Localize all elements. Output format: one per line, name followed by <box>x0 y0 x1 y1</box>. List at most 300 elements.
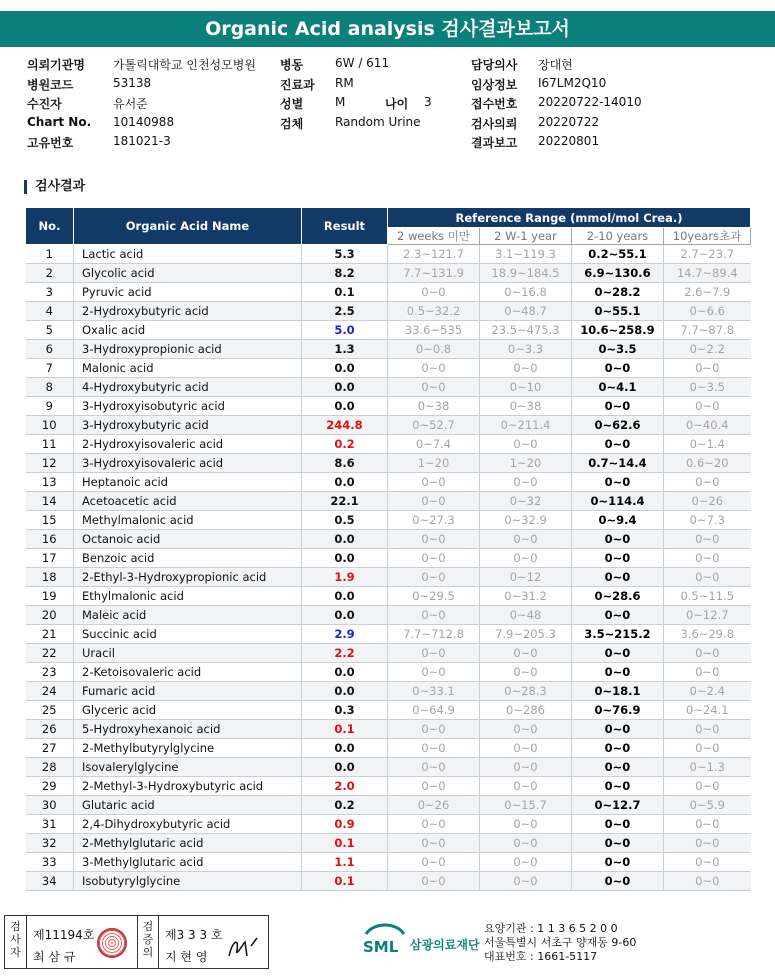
acid-name: 2-Hydroxyisovaleric acid <box>74 435 302 454</box>
range-2weeks: 0~0 <box>388 777 480 796</box>
range-10y-plus: 2.6~7.9 <box>664 283 751 302</box>
range-2weeks: 0~0 <box>388 568 480 587</box>
range-2weeks: 33.6~535 <box>388 321 480 340</box>
acid-name: Succinic acid <box>74 625 302 644</box>
range-2weeks: 0~0 <box>388 758 480 777</box>
result-value: 0.0 <box>302 606 388 625</box>
acid-name: Oxalic acid <box>74 321 302 340</box>
table-row <box>26 777 751 796</box>
specimen-label: 검체 <box>280 116 304 131</box>
range-2w-1y: 0~0 <box>480 739 572 758</box>
range-2w-1y: 0~48.7 <box>480 302 572 321</box>
range-2w-1y: 23.5~475.3 <box>480 321 572 340</box>
header-range-3: 2-10 years <box>572 228 664 245</box>
range-10y-plus: 0~0 <box>664 359 751 378</box>
report-date-value: 20220801 <box>538 134 600 149</box>
table-row <box>26 397 751 416</box>
range-2w-1y: 0~0 <box>480 435 572 454</box>
range-2w-1y: 0~15.7 <box>480 796 572 815</box>
range-2w-1y: 0~28.3 <box>480 682 572 701</box>
range-2w-1y: 0~0 <box>480 359 572 378</box>
range-10y-plus: 0.6~20 <box>664 454 751 473</box>
acid-name: Methylmalonic acid <box>74 511 302 530</box>
acid-name: 5-Hydroxyhexanoic acid <box>74 720 302 739</box>
table-row <box>26 739 751 758</box>
range-2w-1y: 0~0 <box>480 644 572 663</box>
acid-name: 3-Hydroxyisovaleric acid <box>74 454 302 473</box>
chart-no-value: 10140988 <box>113 114 175 129</box>
result-value: 0.0 <box>302 663 388 682</box>
lab-address: 서울특별시 서초구 양재동 9-60 <box>484 936 637 949</box>
row-no: 29 <box>26 777 74 796</box>
range-2weeks: 0~0 <box>388 872 480 891</box>
row-no: 17 <box>26 549 74 568</box>
clinical-value: I67LM2Q10 <box>538 75 607 90</box>
result-value: 2.5 <box>302 302 388 321</box>
range-2w-1y: 0~16.8 <box>480 283 572 302</box>
range-2-10y: 0~28.6 <box>572 587 664 606</box>
row-no: 12 <box>26 454 74 473</box>
acid-name: Glutaric acid <box>74 796 302 815</box>
range-2w-1y: 0~0 <box>480 777 572 796</box>
result-value: 0.2 <box>302 796 388 815</box>
result-value: 2.2 <box>302 644 388 663</box>
result-value: 0.0 <box>302 473 388 492</box>
dept-label: 진료과 <box>280 77 315 92</box>
table-row <box>26 340 751 359</box>
range-2-10y: 0~0 <box>572 606 664 625</box>
range-2w-1y: 0~38 <box>480 397 572 416</box>
range-10y-plus: 0~2.4 <box>664 682 751 701</box>
range-2-10y: 0~0 <box>572 435 664 454</box>
range-2weeks: 2.3~121.7 <box>388 245 480 264</box>
table-row <box>26 416 751 435</box>
examinee-label: 수진자 <box>27 97 62 112</box>
table-row <box>26 682 751 701</box>
range-2weeks: 0~64.9 <box>388 701 480 720</box>
range-2-10y: 0~0 <box>572 777 664 796</box>
range-2weeks: 0~0 <box>388 739 480 758</box>
row-no: 27 <box>26 739 74 758</box>
range-2-10y: 0~0 <box>572 644 664 663</box>
table-row <box>26 720 751 739</box>
range-2-10y: 0~0 <box>572 834 664 853</box>
acid-name: Uracil <box>74 644 302 663</box>
range-2weeks: 0~0 <box>388 644 480 663</box>
signature-box <box>4 915 269 969</box>
range-10y-plus: 0~0 <box>664 397 751 416</box>
range-2-10y: 0~0 <box>572 758 664 777</box>
result-value: 0.0 <box>302 530 388 549</box>
range-2-10y: 0~0 <box>572 663 664 682</box>
range-2w-1y: 0~32.9 <box>480 511 572 530</box>
examinee-value: 유서준 <box>113 97 148 112</box>
range-2w-1y: 0~0 <box>480 663 572 682</box>
range-2-10y: 0~0 <box>572 872 664 891</box>
acid-name: Acetoacetic acid <box>74 492 302 511</box>
result-value: 0.2 <box>302 435 388 454</box>
range-2-10y: 0~0 <box>572 549 664 568</box>
range-2weeks: 0~33.1 <box>388 682 480 701</box>
request-label: 검사의뢰 <box>471 116 518 131</box>
table-row <box>26 587 751 606</box>
range-2-10y: 0~9.4 <box>572 511 664 530</box>
table-row <box>26 853 751 872</box>
acid-name: 2-Hydroxybutyric acid <box>74 302 302 321</box>
result-value: 8.6 <box>302 454 388 473</box>
range-2weeks: 0~52.7 <box>388 416 480 435</box>
institution-label: 의뢰기관명 <box>27 58 85 72</box>
acid-name: Heptanoic acid <box>74 473 302 492</box>
range-2weeks: 0~0 <box>388 663 480 682</box>
row-no: 21 <box>26 625 74 644</box>
row-no: 8 <box>26 378 74 397</box>
range-2weeks: 0~0 <box>388 283 480 302</box>
uid-value: 181021-3 <box>113 134 171 149</box>
confirm-name: 지 현 영 <box>165 950 208 964</box>
result-value: 22.1 <box>302 492 388 511</box>
row-no: 26 <box>26 720 74 739</box>
header-name: Organic Acid Name <box>74 208 302 245</box>
range-2w-1y: 3.1~119.3 <box>480 245 572 264</box>
table-row <box>26 454 751 473</box>
range-10y-plus: 0~0 <box>664 815 751 834</box>
acid-name: Glyceric acid <box>74 701 302 720</box>
row-no: 2 <box>26 264 74 283</box>
result-value: 8.2 <box>302 264 388 283</box>
table-row <box>26 606 751 625</box>
result-value: 2.0 <box>302 777 388 796</box>
range-10y-plus: 0~6.6 <box>664 302 751 321</box>
row-no: 23 <box>26 663 74 682</box>
range-2-10y: 0~28.2 <box>572 283 664 302</box>
examiner-vertical-label: 검 사 자 <box>5 916 27 968</box>
sml-logo-icon <box>360 920 408 962</box>
range-2weeks: 0~38 <box>388 397 480 416</box>
result-value: 0.3 <box>302 701 388 720</box>
row-no: 20 <box>26 606 74 625</box>
report-date-label: 결과보고 <box>471 136 518 151</box>
acid-name: 3-Methylglutaric acid <box>74 853 302 872</box>
confirm-no: 제3 3 3 호 <box>165 928 223 942</box>
result-value: 0.5 <box>302 511 388 530</box>
result-value: 0.1 <box>302 834 388 853</box>
acid-name: 2-Methylglutaric acid <box>74 834 302 853</box>
acid-name: 2,4-Dihydroxybutyric acid <box>74 815 302 834</box>
acid-name: Isobutyrylglycine <box>74 872 302 891</box>
result-value: 0.0 <box>302 758 388 777</box>
acid-name: 2-Methyl-3-Hydroxybutyric acid <box>74 777 302 796</box>
range-2w-1y: 0~48 <box>480 606 572 625</box>
dept-value: RM <box>335 75 354 90</box>
row-no: 33 <box>26 853 74 872</box>
range-2weeks: 7.7~131.9 <box>388 264 480 283</box>
range-2w-1y: 0~0 <box>480 720 572 739</box>
acid-name: Pyruvic acid <box>74 283 302 302</box>
result-value: 0.1 <box>302 283 388 302</box>
range-10y-plus: 0~3.5 <box>664 378 751 397</box>
row-no: 10 <box>26 416 74 435</box>
range-10y-plus: 0~0 <box>664 663 751 682</box>
range-2weeks: 0~0 <box>388 530 480 549</box>
acid-name: Benzoic acid <box>74 549 302 568</box>
lab-code: 요양기관 : 1 1 3 6 5 2 0 0 <box>484 922 618 935</box>
row-no: 25 <box>26 701 74 720</box>
footer <box>0 912 775 980</box>
range-2w-1y: 0~12 <box>480 568 572 587</box>
table-row <box>26 758 751 777</box>
header-reference: Reference Range (mmol/mol Crea.) <box>388 208 751 228</box>
header-range-2: 2 W-1 year <box>480 228 572 245</box>
acid-name: Glycolic acid <box>74 264 302 283</box>
range-2-10y: 0~0 <box>572 739 664 758</box>
institution-value: 가톨릭대학교 인천성모병원 <box>113 58 256 72</box>
result-value: 1.3 <box>302 340 388 359</box>
row-no: 30 <box>26 796 74 815</box>
range-2weeks: 0~0 <box>388 720 480 739</box>
table-row <box>26 435 751 454</box>
range-2weeks: 1~20 <box>388 454 480 473</box>
seal-stamp-icon <box>97 928 127 958</box>
lab-phone: 대표번호 : 1661-5117 <box>484 950 598 963</box>
row-no: 32 <box>26 834 74 853</box>
range-10y-plus: 3.6~29.8 <box>664 625 751 644</box>
row-no: 1 <box>26 245 74 264</box>
signature-icon <box>225 934 261 962</box>
table-row <box>26 492 751 511</box>
range-2-10y: 10.6~258.9 <box>572 321 664 340</box>
acid-name: Fumaric acid <box>74 682 302 701</box>
age-label: 나이 <box>385 97 409 112</box>
hospital-code-value: 53138 <box>113 75 152 90</box>
range-2-10y: 0~0 <box>572 530 664 549</box>
table-row <box>26 568 751 587</box>
chart-no-label: Chart No. <box>27 114 92 129</box>
range-2-10y: 3.5~215.2 <box>572 625 664 644</box>
table-row <box>26 549 751 568</box>
range-10y-plus: 2.7~23.7 <box>664 245 751 264</box>
result-value: 0.0 <box>302 378 388 397</box>
range-10y-plus: 0~0 <box>664 777 751 796</box>
range-2w-1y: 0~0 <box>480 872 572 891</box>
acid-name: Lactic acid <box>74 245 302 264</box>
table-row <box>26 378 751 397</box>
row-no: 31 <box>26 815 74 834</box>
range-10y-plus: 0~0 <box>664 549 751 568</box>
svg-text:SML: SML <box>363 938 399 956</box>
range-2-10y: 0~62.6 <box>572 416 664 435</box>
result-value: 1.1 <box>302 853 388 872</box>
range-2weeks: 0~0 <box>388 853 480 872</box>
range-2-10y: 0~0 <box>572 853 664 872</box>
range-2-10y: 0~0 <box>572 815 664 834</box>
specimen-value: Random Urine <box>335 114 421 129</box>
range-10y-plus: 0~0 <box>664 530 751 549</box>
result-value: 1.9 <box>302 568 388 587</box>
clinical-label: 임상정보 <box>471 77 518 92</box>
range-2-10y: 6.9~130.6 <box>572 264 664 283</box>
range-10y-plus: 0~2.2 <box>664 340 751 359</box>
range-2-10y: 0~0 <box>572 473 664 492</box>
range-10y-plus: 0~24.1 <box>664 701 751 720</box>
row-no: 3 <box>26 283 74 302</box>
table-row <box>26 264 751 283</box>
range-10y-plus: 0.5~11.5 <box>664 587 751 606</box>
result-value: 5.3 <box>302 245 388 264</box>
org-name: 삼광의료재단 <box>410 938 480 952</box>
row-no: 7 <box>26 359 74 378</box>
acid-name: 2-Ketoisovaleric acid <box>74 663 302 682</box>
section-title: 검사결과 <box>24 180 85 194</box>
range-10y-plus: 0~0 <box>664 834 751 853</box>
result-value: 0.0 <box>302 549 388 568</box>
table-row <box>26 359 751 378</box>
range-2weeks: 0.5~32.2 <box>388 302 480 321</box>
range-10y-plus: 0~5.9 <box>664 796 751 815</box>
range-2weeks: 0~27.3 <box>388 511 480 530</box>
acid-name: Maleic acid <box>74 606 302 625</box>
result-value: 0.1 <box>302 720 388 739</box>
table-row <box>26 872 751 891</box>
range-2-10y: 0~0 <box>572 568 664 587</box>
table-row <box>26 473 751 492</box>
range-10y-plus: 0~0 <box>664 853 751 872</box>
row-no: 18 <box>26 568 74 587</box>
range-10y-plus: 7.7~87.8 <box>664 321 751 340</box>
range-2weeks: 7.7~712.8 <box>388 625 480 644</box>
acid-name: 4-Hydroxybutyric acid <box>74 378 302 397</box>
uid-label: 고유번호 <box>27 136 74 151</box>
row-no: 24 <box>26 682 74 701</box>
range-10y-plus: 0~26 <box>664 492 751 511</box>
header-range-4: 10years초과 <box>664 228 751 245</box>
range-10y-plus: 14.7~89.4 <box>664 264 751 283</box>
doctor-label: 담당의사 <box>471 58 518 72</box>
row-no: 15 <box>26 511 74 530</box>
table-row <box>26 302 751 321</box>
header-result: Result <box>302 208 388 245</box>
table-row <box>26 796 751 815</box>
header-range-1: 2 weeks 미만 <box>388 228 480 245</box>
range-2-10y: 0~4.1 <box>572 378 664 397</box>
range-2weeks: 0~7.4 <box>388 435 480 454</box>
result-value: 244.8 <box>302 416 388 435</box>
range-2w-1y: 0~10 <box>480 378 572 397</box>
range-10y-plus: 0~1.3 <box>664 758 751 777</box>
range-10y-plus: 0~12.7 <box>664 606 751 625</box>
acid-name: Ethylmalonic acid <box>74 587 302 606</box>
range-2w-1y: 0~211.4 <box>480 416 572 435</box>
range-10y-plus: 0~0 <box>664 872 751 891</box>
row-no: 4 <box>26 302 74 321</box>
table-row <box>26 321 751 340</box>
row-no: 22 <box>26 644 74 663</box>
sex-value: M <box>335 95 346 110</box>
range-2w-1y: 0~31.2 <box>480 587 572 606</box>
row-no: 28 <box>26 758 74 777</box>
acid-name: 2-Ethyl-3-Hydroxypropionic acid <box>74 568 302 587</box>
range-2-10y: 0~0 <box>572 397 664 416</box>
range-2w-1y: 0~0 <box>480 549 572 568</box>
result-value: 0.0 <box>302 587 388 606</box>
report-title: Organic Acid analysis 검사결과보고서 <box>0 11 775 47</box>
table-row <box>26 663 751 682</box>
range-2w-1y: 0~0 <box>480 473 572 492</box>
range-2w-1y: 0~286 <box>480 701 572 720</box>
range-2w-1y: 0~3.3 <box>480 340 572 359</box>
range-2w-1y: 0~0 <box>480 834 572 853</box>
range-2weeks: 0~0 <box>388 815 480 834</box>
result-value: 5.0 <box>302 321 388 340</box>
row-no: 34 <box>26 872 74 891</box>
range-2w-1y: 1~20 <box>480 454 572 473</box>
acid-name: 3-Hydroxyisobutyric acid <box>74 397 302 416</box>
row-no: 9 <box>26 397 74 416</box>
range-2weeks: 0~0 <box>388 549 480 568</box>
range-2w-1y: 0~32 <box>480 492 572 511</box>
range-10y-plus: 0~0 <box>664 473 751 492</box>
range-2weeks: 0~0 <box>388 606 480 625</box>
range-2-10y: 0.2~55.1 <box>572 245 664 264</box>
range-10y-plus: 0~40.4 <box>664 416 751 435</box>
row-no: 11 <box>26 435 74 454</box>
age-value: 3 <box>424 95 432 110</box>
hospital-code-label: 병원코드 <box>27 77 74 92</box>
row-no: 19 <box>26 587 74 606</box>
range-10y-plus: 0~0 <box>664 720 751 739</box>
examiner-no: 제11194호 <box>33 928 95 942</box>
range-2-10y: 0~76.9 <box>572 701 664 720</box>
table-row <box>26 834 751 853</box>
result-value: 0.0 <box>302 739 388 758</box>
results-table <box>25 207 751 891</box>
table-row <box>26 701 751 720</box>
range-2w-1y: 0~0 <box>480 530 572 549</box>
range-2-10y: 0~0 <box>572 359 664 378</box>
acid-name: Octanoic acid <box>74 530 302 549</box>
row-no: 5 <box>26 321 74 340</box>
range-2w-1y: 0~0 <box>480 758 572 777</box>
range-2weeks: 0~0 <box>388 492 480 511</box>
doctor-value: 장대현 <box>538 58 573 72</box>
range-2w-1y: 7.9~205.3 <box>480 625 572 644</box>
range-2weeks: 0~0 <box>388 834 480 853</box>
table-row <box>26 625 751 644</box>
range-2w-1y: 18.9~184.5 <box>480 264 572 283</box>
range-2-10y: 0~0 <box>572 720 664 739</box>
range-2w-1y: 0~0 <box>480 853 572 872</box>
range-2w-1y: 0~0 <box>480 815 572 834</box>
range-2-10y: 0~12.7 <box>572 796 664 815</box>
row-no: 14 <box>26 492 74 511</box>
acid-name: 3-Hydroxybutyric acid <box>74 416 302 435</box>
row-no: 16 <box>26 530 74 549</box>
result-value: 0.9 <box>302 815 388 834</box>
ward-value: 6W / 611 <box>335 56 390 70</box>
range-2weeks: 0~0 <box>388 359 480 378</box>
lab-info <box>484 922 636 964</box>
table-row <box>26 530 751 549</box>
result-value: 0.0 <box>302 359 388 378</box>
examiner-name: 최 삼 규 <box>33 950 76 964</box>
range-2-10y: 0~3.5 <box>572 340 664 359</box>
range-2-10y: 0~114.4 <box>572 492 664 511</box>
ward-label: 병동 <box>280 58 304 72</box>
header-no: No. <box>26 208 74 245</box>
table-row <box>26 511 751 530</box>
acid-name: 3-Hydroxypropionic acid <box>74 340 302 359</box>
table-row <box>26 245 751 264</box>
